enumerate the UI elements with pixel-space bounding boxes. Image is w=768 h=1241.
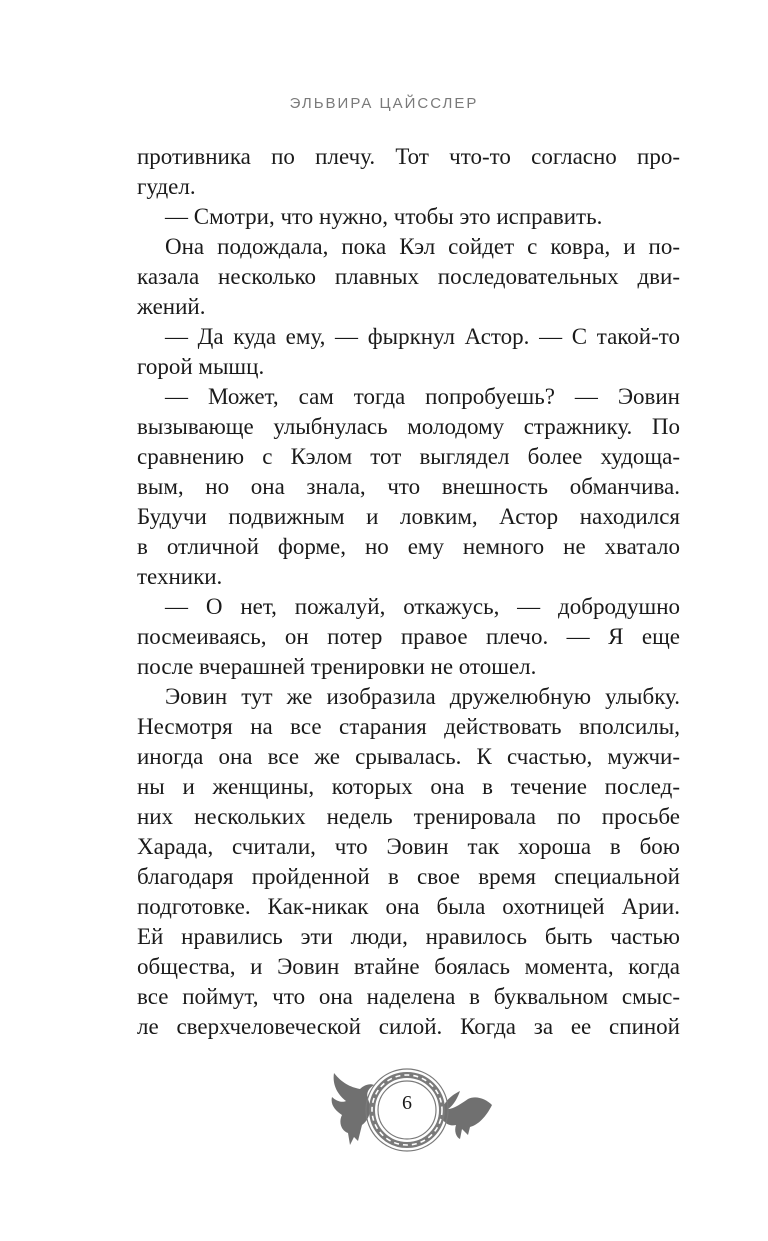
text-line: все поймут, что она наделена в буквальном смыс-: [137, 984, 680, 1009]
text-line: Эовин тут же изобразила дружелюбную улыбку.: [165, 684, 680, 709]
text-line: посмеиваясь, он потер правое плечо. — Я еще: [137, 624, 680, 649]
text-line: — Да куда ему, — фыркнул Астор. — С такой-то: [165, 324, 680, 349]
text-line: казала несколько плавных последовательных дви-: [137, 264, 680, 289]
text-line: горой мышц.: [137, 354, 265, 379]
raven-left-icon: [332, 1073, 374, 1145]
text-line: общества, и Эовин втайне боялась момента, когда: [137, 954, 680, 979]
text-line: Будучи подвижным и ловким, Астор находился: [137, 504, 680, 529]
page-number: 6: [402, 1092, 412, 1114]
text-line: — Смотри, что нужно, чтобы это исправить.: [165, 204, 603, 229]
text-line: Несмотря на все старания действовать вполсилы,: [137, 714, 680, 739]
text-line: техники.: [137, 564, 223, 589]
text-line: гудел.: [137, 174, 196, 199]
raven-right-icon: [442, 1091, 492, 1139]
running-head: ЭЛЬВИРА ЦАЙССЛЕР: [289, 95, 479, 112]
page-ornament: [320, 1065, 500, 1165]
text-line: Ей нравились эти люди, нравилось быть частью: [137, 924, 680, 949]
text-line: противника по плечу. Тот что-то согласно про-: [137, 144, 680, 169]
text-line: благодаря пройденной в свое время специальной: [137, 864, 680, 889]
text-line: в отличной форме, но ему немного не хватало: [137, 534, 680, 559]
body-text: [137, 142, 680, 1042]
text-line: сравнению с Кэлом тот выглядел более худоща-: [137, 444, 680, 469]
text-line: — О нет, пожалуй, откажусь, — добродушно: [165, 594, 680, 619]
text-line: вызывающе улыбнулась молодому стражнику. По: [137, 414, 680, 439]
text-line: ле сверхчеловеческой силой. Когда за ее спиной: [137, 1014, 680, 1039]
text-line: подготовке. Как-никак она была охотницей Арии.: [137, 894, 680, 919]
text-line: после вчерашней тренировки не отошел.: [137, 654, 537, 679]
text-line: ны и женщины, которых она в течение послед-: [137, 774, 680, 799]
text-line: Она подождала, пока Кэл сойдет с ковра, и по-: [165, 234, 680, 259]
text-line: Харада, считали, что Эовин так хороша в бою: [137, 834, 680, 859]
text-line: иногда она все же срывалась. К счастью, мужчи-: [137, 744, 680, 769]
text-line: вым, но она знала, что внешность обманчива.: [137, 474, 680, 499]
text-line: — Может, сам тогда попробуешь? — Эовин: [165, 384, 680, 409]
text-line: жений.: [137, 294, 206, 319]
text-line: них нескольких недель тренировала по просьбе: [137, 804, 680, 829]
